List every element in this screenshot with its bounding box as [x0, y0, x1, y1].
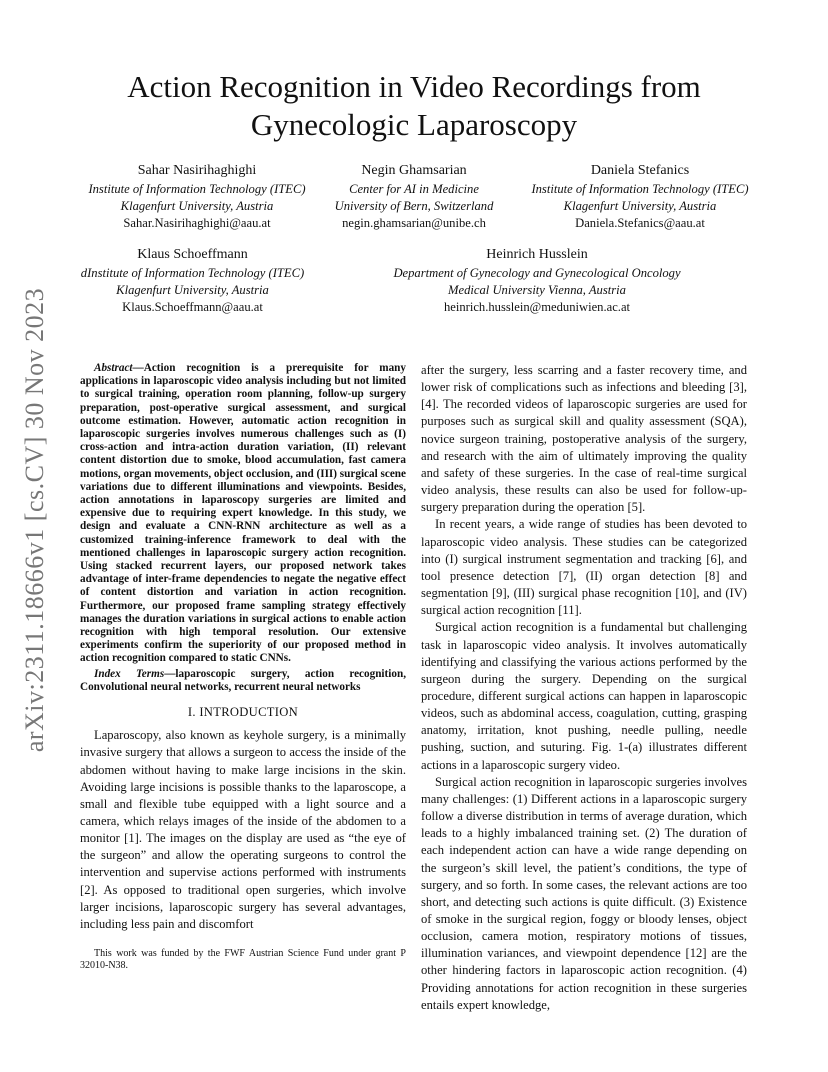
author-name: Klaus Schoeffmann: [137, 247, 248, 262]
author-email: heinrich.husslein@meduniwien.ac.at: [443, 300, 631, 314]
author-affiliation: Institute of Information Technology (ITEC): [88, 182, 306, 196]
author-affiliation: Institute of Information Technology (ITEC): [531, 182, 749, 196]
author-name: Sahar Nasirihaghighi: [137, 163, 257, 178]
author-location: Klagenfurt University, Austria: [120, 199, 274, 213]
abstract: [80, 362, 406, 666]
body-paragraph: In recent years, a wide range of studies has been devoted to laparoscopic video analysis. These studies can be categorized into (I) surgical instrument segmentation and tracking [6], and tool presence detection [7], (II) organ detection [8] and segmentation [9], (III) surgical phase recognition [10], and (IV) surgical action recognition [11].: [421, 517, 747, 618]
body-paragraph: Surgical action recognition in laparoscopic surgeries involves many challenges: (1) Different actions in a laparoscopic surgery follow a diverse distribution in terms of average duration, which leads to a highly imbalanced training set. (2) The duration of each independent action can have a wide range depending on the surgeon’s skill level, the patient’s conditions, the type of surgery, and so forth. In some cases, the relevant actions are too short, and detecting such actions is quite difficult. (3) Existence of smoke in the surgical region, foggy or bloody lenses, object occlusion, camera motion, respiratory motions of tissues, illumination variances, and viewpoint dependence [12] are the other hindering factors in laparoscopic action recognition. (4) Providing annotations for action recognition in these surgeries entails expert knowledge,: [421, 774, 747, 1012]
index-terms: [80, 668, 406, 694]
author-email: Klaus.Schoeffmann@aau.at: [122, 300, 263, 314]
author-email: Daniela.Stefanics@aau.at: [575, 216, 705, 230]
author-location: Klagenfurt University, Austria: [116, 283, 269, 297]
author-name: Daniela Stefanics: [590, 163, 690, 178]
paper-title: Action Recognition in Video Recordings from Gynecologic Laparoscopy: [127, 69, 701, 142]
body-paragraph: Surgical action recognition is a fundamental but challenging task in laparoscopic video analysis. It involves automatically identifying and classifying the various actions performed by the surgeon during the surgery. Depending on the surgical procedure, different surgical actions can happen in laparoscopic videos, such as abdominal access, coagulation, cutting, grasping anatomy, irritation, knot pushing, needle pulling, needle pushing, suction, and suturing. Fig. 1-(a) illustrates different actions in a laparoscopic surgery video.: [421, 620, 747, 772]
body-paragraph: after the surgery, less scarring and a faster recovery time, and lower risk of complications such as infections and bleeding [3], [4]. The recorded videos of laparoscopic surgeries are used for purposes such as surgical skill and quality assessment (SQA), novice surgeon training, postoperative analysis of the surgery, and research with the aim of ultimately improving the quality and safety of these surgeries. In the case of real-time surgical video analysis, these results can also be used for follow-up-surgery preparation during the operation [5].: [421, 363, 747, 515]
index-terms-text: —laparoscopic surgery, action recognition, Convolutional neural networks, recurrent neural networks: [80, 667, 406, 693]
author-location: Medical University Vienna, Austria: [448, 283, 626, 297]
author-email: Sahar.Nasirihaghighi@aau.at: [123, 216, 271, 230]
author-name: Negin Ghamsarian: [361, 163, 467, 178]
footnote: This work was funded by the FWF Austrian Science Fund under grant P 32010-N38.: [80, 948, 406, 971]
author-block: [72, 161, 322, 232]
section-heading: I. INTRODUCTION: [187, 705, 299, 720]
author-name: Heinrich Husslein: [486, 247, 588, 262]
author-affiliation: dInstitute of Information Technology (ITEC): [80, 266, 305, 280]
right-column: [421, 362, 747, 1014]
author-location: University of Bern, Switzerland: [334, 199, 494, 213]
author-affiliation: Department of Gynecology and Gynecological Oncology: [393, 266, 681, 280]
arxiv-identifier-text: arXiv:2311.18666v1 [cs.CV] 30 Nov 2023: [20, 287, 49, 753]
author-affiliation: Center for AI in Medicine: [349, 182, 479, 196]
author-block: [512, 161, 768, 232]
author-location: Klagenfurt University, Austria: [563, 199, 717, 213]
author-block: [324, 161, 504, 232]
author-block: [372, 245, 702, 316]
author-block: [60, 245, 325, 316]
index-terms-label: Index Terms: [94, 667, 165, 680]
author-email: negin.ghamsarian@unibe.ch: [342, 216, 486, 230]
body-paragraph: Laparoscopy, also known as keyhole surgery, is a minimally invasive surgery that allows a surgeon to access the inside of the abdomen without having to make large incisions in the skin. Avoiding large incisions is possible thanks to the laparoscope, a small and flexible tube equipped with a light source and a camera, which relays images of the inside of the abdomen to a monitor [1]. The images on the display are used as “the eye of the surgeon” and allow the operating surgeons to control the intervention and supervise actions performed with instruments [2]. As opposed to traditional open surgeries, which involve larger incisions, laparoscopic surgery has several advantages, including less pain and discomfort: [80, 728, 406, 931]
abstract-label: Abstract: [94, 362, 133, 374]
arxiv-identifier: [20, 280, 50, 760]
abstract-text: —Action recognition is a prerequisite for many applications in laparoscopic video analysis including but not limited to surgical training, operation room planning, follow-up surgery preparation, post-operative surgical assessment, and surgical outcome estimation. However, automatic action recognition in laparoscopic surgeries involves numerous challenges such as (I) cross-action and intra-action duration variation, (II) relevant content distortion due to smoke, blood accumulation, fast camera motions, organ movements, object occlusion, and (III) surgical scene variations due to different illuminations and viewpoints. Besides, action annotations in laparoscopy surgeries are limited and expensive due to requiring expert knowledge. In this study, we design and evaluate a CNN-RNN architecture as well as a customized training-inference framework to deal with the mentioned challenges in laparoscopic surgery action recognition. Using stacked recurrent layers, our proposed network takes advantage of inter-frame dependencies to negate the negative effect of content distortion and variation in action recognition. Furthermore, our proposed frame sampling strategy effectively manages the duration variations in surgical actions to enable action recognition with high temporal resolution. Our extensive experiments confirm the superiority of our proposed method in action recognition compared to static CNNs.: [80, 362, 406, 665]
left-column: [80, 362, 406, 933]
